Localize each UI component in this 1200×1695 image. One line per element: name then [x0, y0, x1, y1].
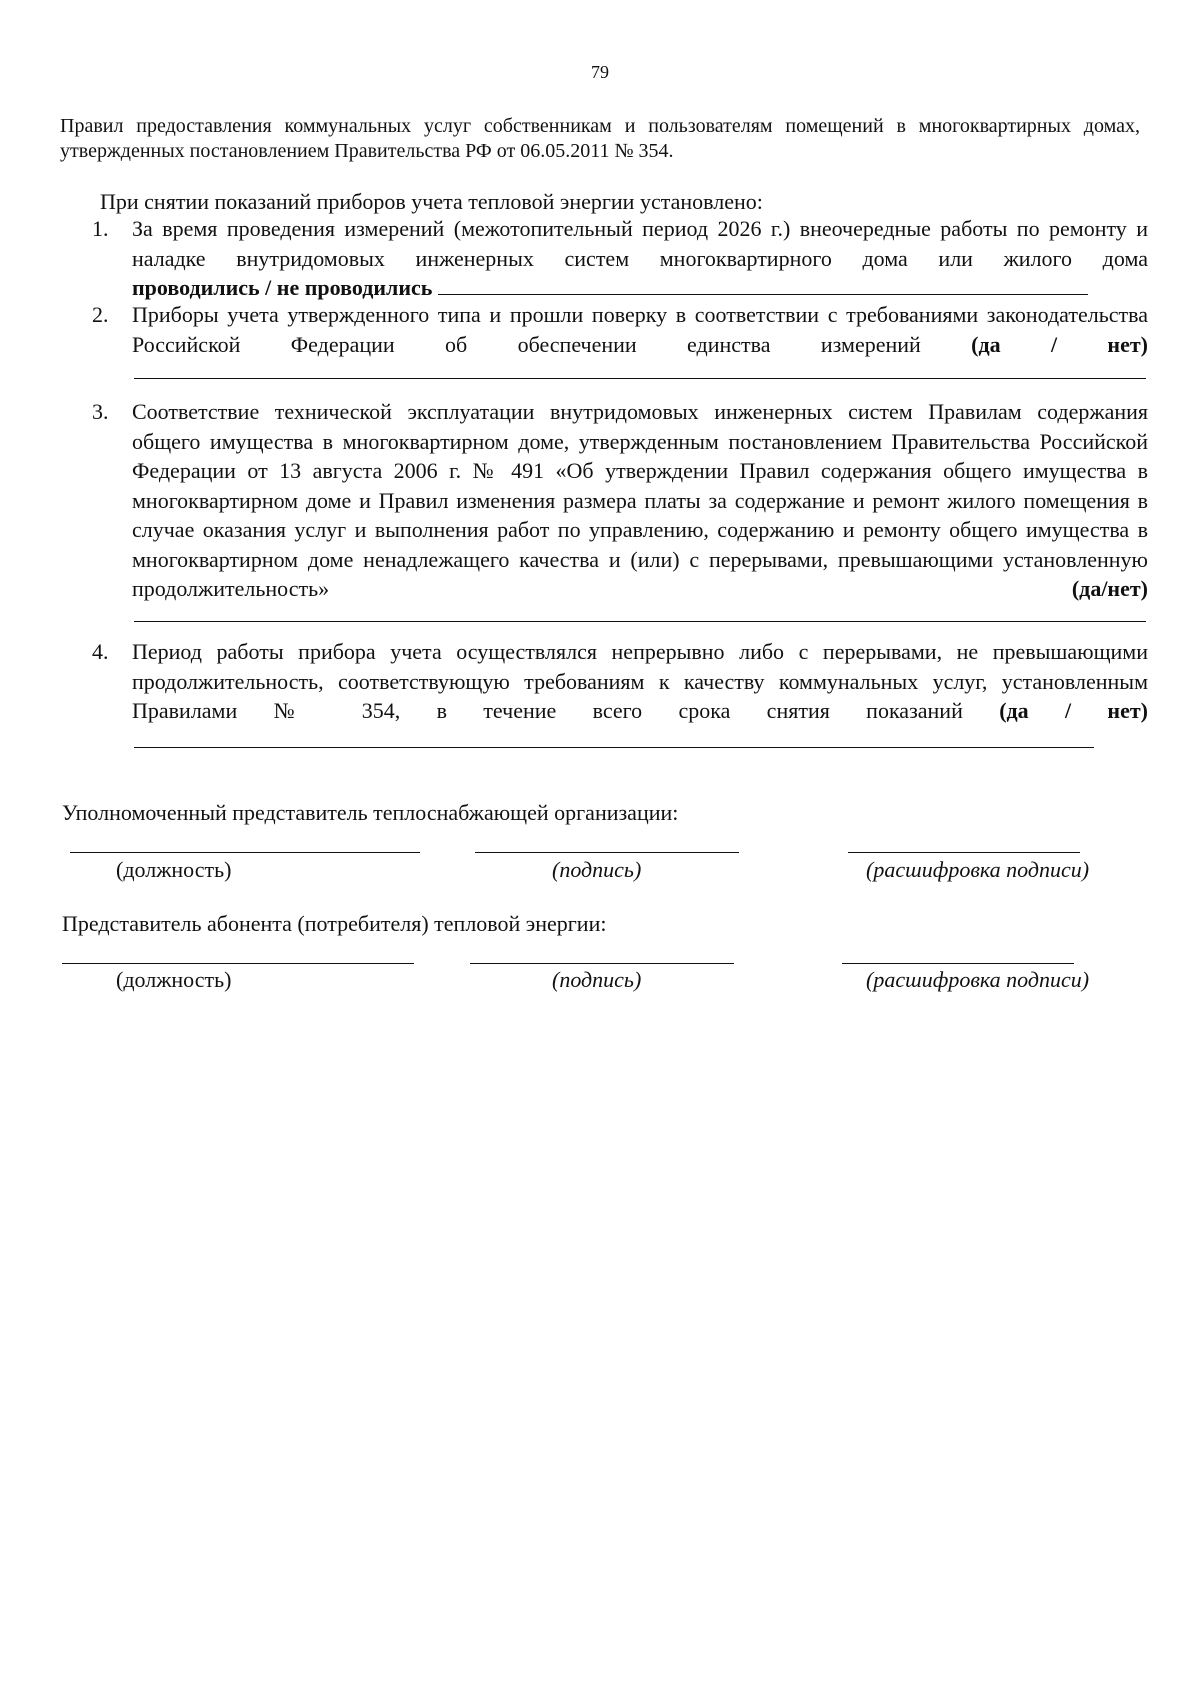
transcript-line — [842, 963, 1074, 964]
item-text: За время проведения измерений (межотопительный период 2026 г.) внеочередные работы по ремонту и наладке внутридомовых инженерных систем многоквартирного дома или жилого дома — [132, 216, 1148, 271]
answer-options: (да / нет) — [999, 698, 1149, 723]
answer-options: (да / нет) — [971, 331, 1149, 357]
transcript-caption: (расшифровка подписи) — [866, 857, 1090, 882]
item-text — [132, 397, 1148, 604]
list-item-1-answer — [92, 273, 1148, 303]
signature-caption: (подпись) — [552, 857, 642, 882]
position-line — [62, 963, 414, 964]
item-number: 3. — [92, 399, 109, 424]
signature-line — [475, 852, 739, 853]
signature-heading-supplier: Уполномоченный представитель теплоснабжающей организации: — [62, 800, 679, 825]
position-line — [70, 852, 420, 853]
signature-heading-consumer: Представитель абонента (потребителя) тепловой энергии: — [62, 911, 607, 936]
lead-sentence: При снятии показаний приборов учета тепловой энергии установлено: — [100, 189, 763, 214]
answer-options: проводились / не проводились — [132, 275, 433, 300]
position-caption: (должность) — [116, 857, 232, 882]
item-text — [132, 300, 1148, 359]
answer-line — [134, 621, 1146, 622]
item-text — [132, 637, 1148, 726]
intro-paragraph: Правил предоставления коммунальных услуг собственникам и пользователям помещений в многоквартирных домах, утвержденных постановлением Правительства РФ от 06.05.2011 № 354. — [60, 115, 1140, 162]
item-text-body: Период работы прибора учета осуществлялся непрерывно либо с перерывами, не превышающими продолжительность, соответствующую требованиям к качеству коммунальных услуг, установленным Правилами № 354, в течение всего срока снятия показаний — [132, 639, 1148, 723]
signature-caption: (подпись) — [552, 967, 642, 992]
transcript-line — [848, 852, 1080, 853]
list-item-4 — [92, 637, 1148, 726]
answer-line — [134, 378, 1146, 379]
answer-line — [438, 274, 1088, 295]
page-number: 79 — [591, 62, 609, 82]
signature-line — [470, 963, 734, 964]
transcript-caption: (расшифровка подписи) — [866, 967, 1090, 992]
list-item-1 — [92, 214, 1148, 273]
item-number: 4. — [92, 639, 109, 664]
item-number: 1. — [92, 216, 109, 241]
answer-options: (да/нет) — [1071, 576, 1148, 601]
list-item-2 — [92, 300, 1148, 359]
item-number: 2. — [92, 302, 109, 327]
item-text-body: Соответствие технической эксплуатации внутридомовых инженерных систем Правилам содержания общего имущества в многоквартирном доме, утвержденным постановлением Правительства Российской Федерации от 13 августа 2006 г. № 491 «Об утверждении Правил содержания общего имущества в многоквартирном доме и Правил изменения размера платы за содержание и ремонт жилого помещения в случае оказания услуг и выполнения работ по управлению, содержанию и ремонту общего имущества в многоквартирном доме ненадлежащего качества и (или) с перерывами, превышающими установленную продолжительность» — [132, 399, 1148, 601]
list-item-3 — [92, 397, 1148, 604]
position-caption: (должность) — [116, 967, 232, 992]
item-text-body: Приборы учета утвержденного типа и прошли поверку в соответствии с требованиями законодательства Российской Федерации об обеспечении единства измерений — [132, 302, 1148, 357]
answer-line — [134, 747, 1094, 748]
